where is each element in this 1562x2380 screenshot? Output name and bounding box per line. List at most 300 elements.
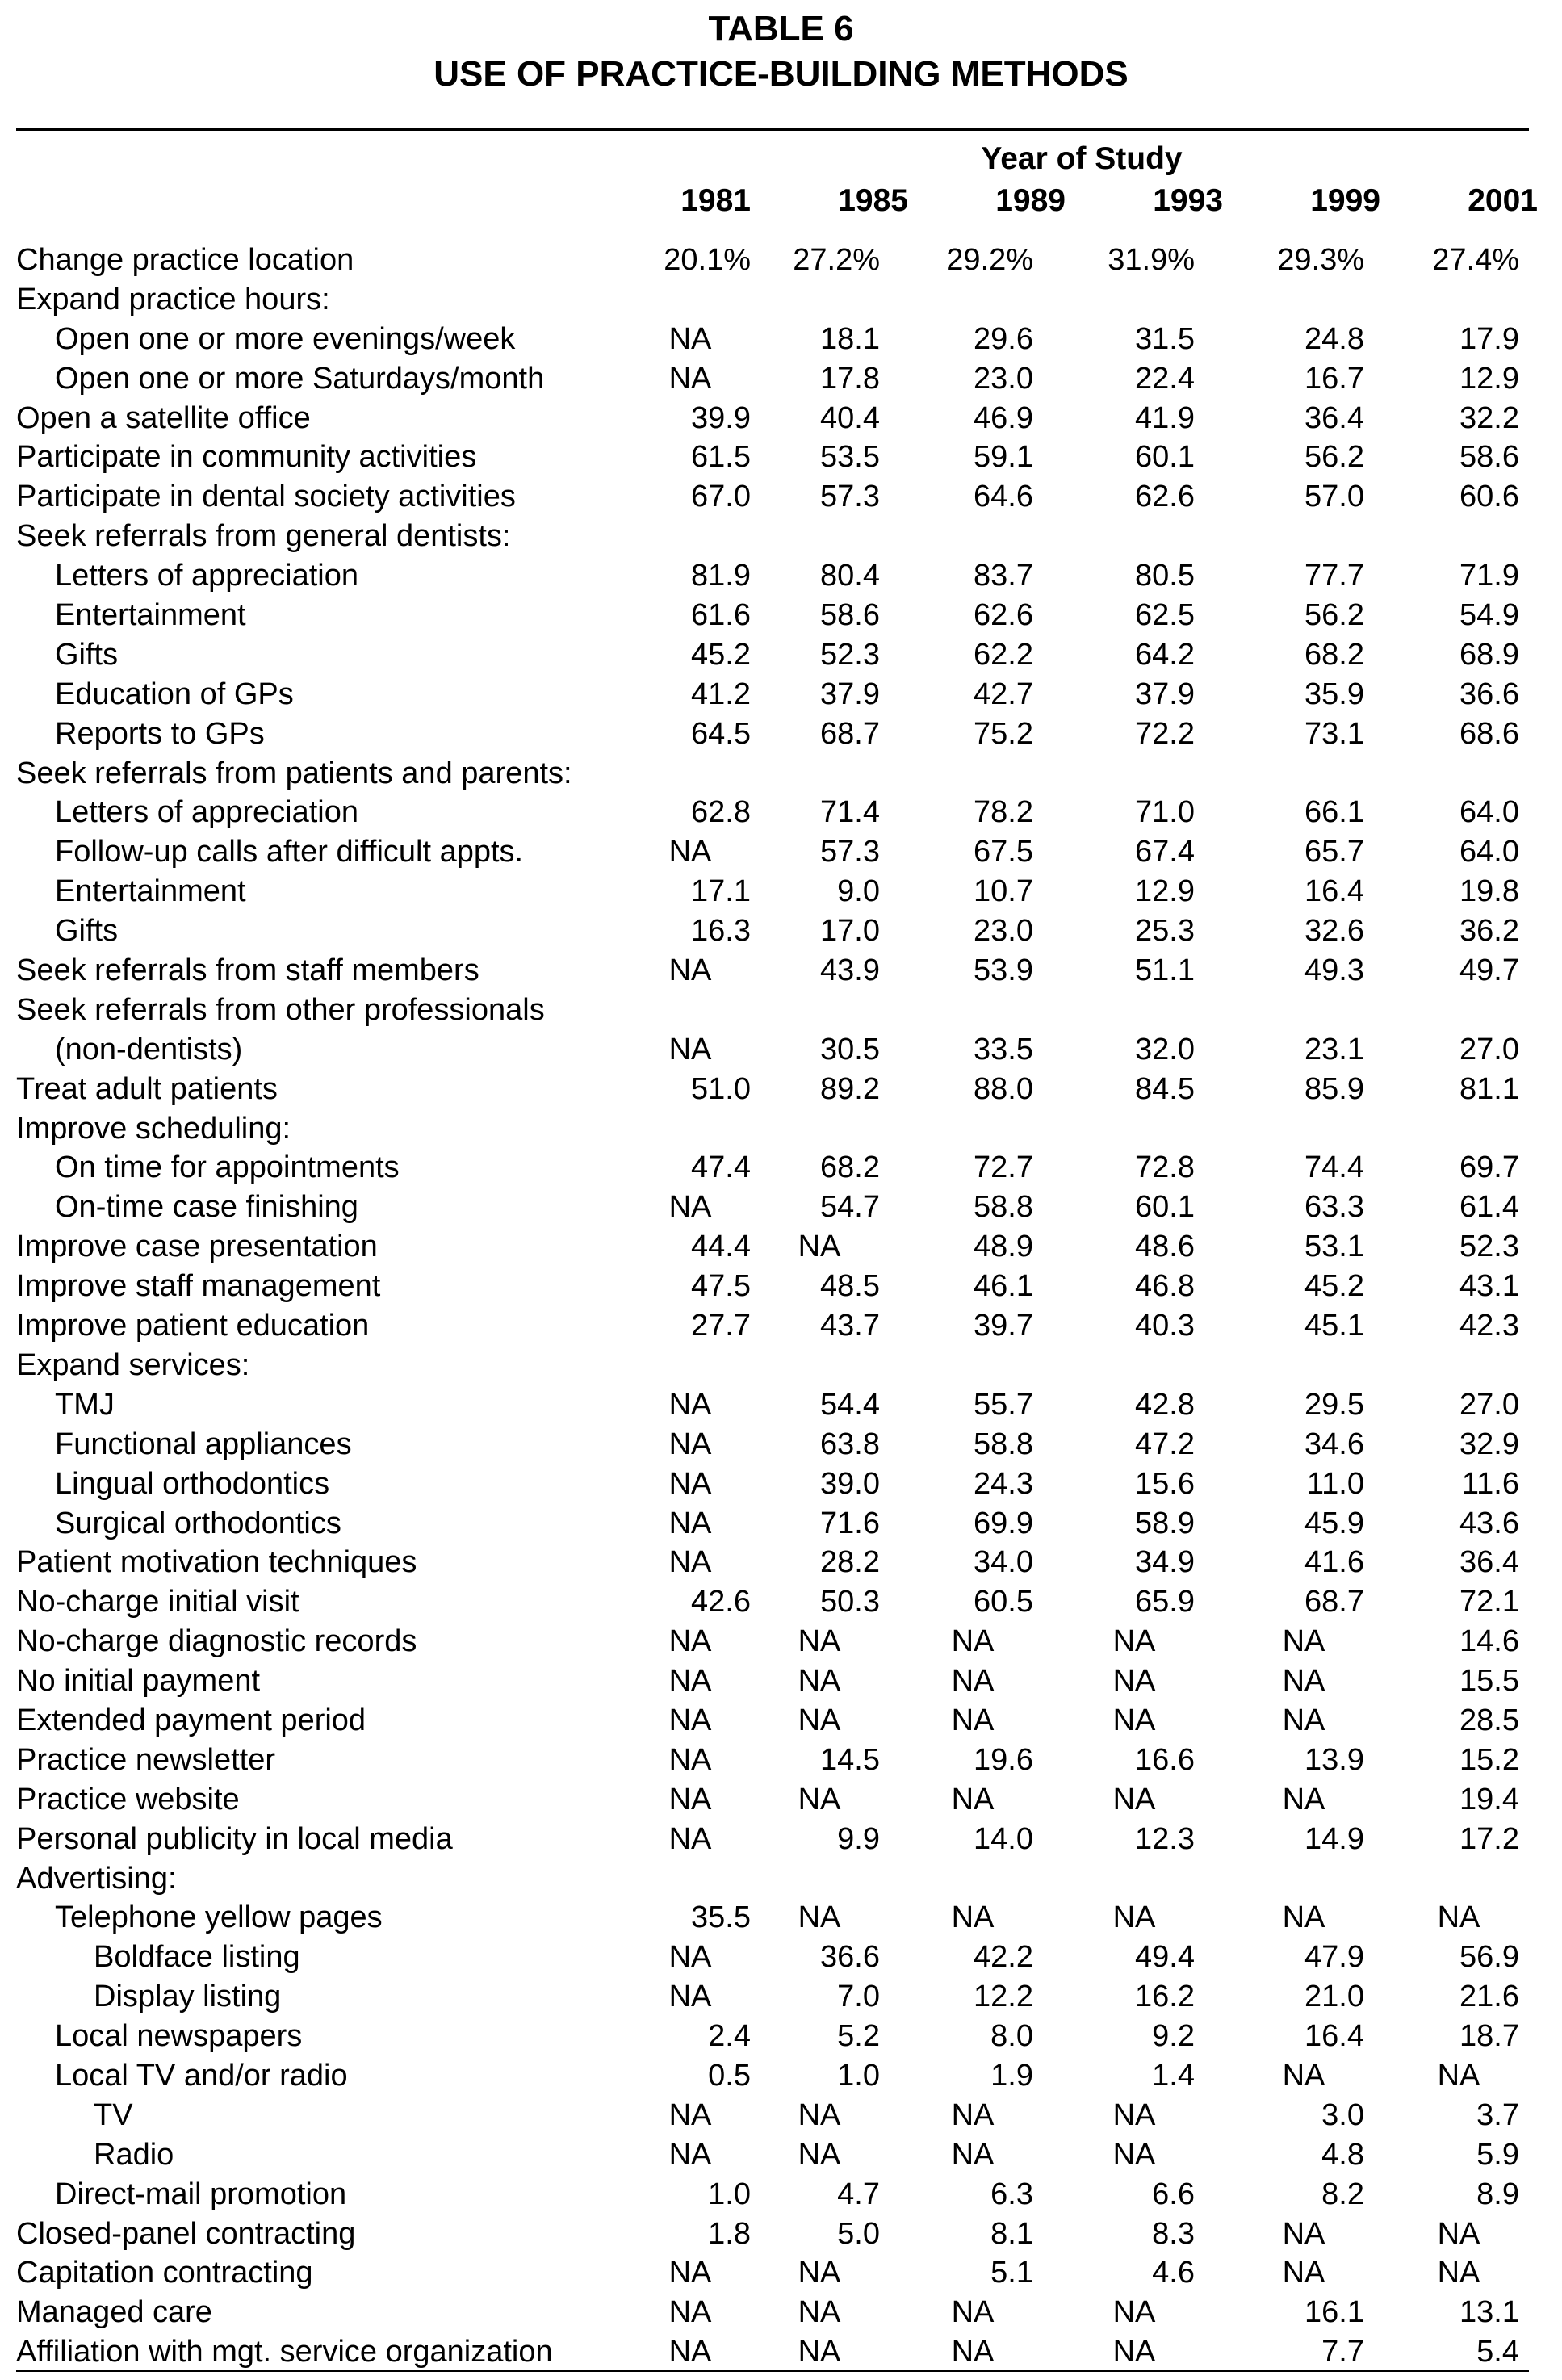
cell-1999: 16.4 <box>1304 2019 1364 2054</box>
row-label: (non-dentists) <box>55 1032 243 1066</box>
cell-1985: 89.2 <box>820 1071 880 1106</box>
cell-1999: NA <box>1282 1664 1325 1699</box>
row-label: Improve case presentation <box>16 1230 378 1264</box>
cell-1993: 49.4 <box>1135 1940 1195 1975</box>
cell-1993: 67.4 <box>1135 835 1195 869</box>
cell-1985: 40.4 <box>820 400 880 435</box>
table-row <box>0 1030 1562 1070</box>
cell-2001: 17.9 <box>1459 321 1519 356</box>
cell-1989: 6.3 <box>990 2177 1033 2211</box>
table-row <box>0 2214 1562 2254</box>
cell-1985: 18.1 <box>820 321 880 356</box>
cell-1981: NA <box>668 1703 712 1737</box>
cell-1993: NA <box>1112 2097 1156 2132</box>
cell-1999: 21.0 <box>1304 1980 1364 2014</box>
table-row <box>0 1820 1562 1859</box>
cell-1985: NA <box>798 2097 841 2132</box>
cell-1989: 48.9 <box>974 1230 1033 1264</box>
row-label: Letters of appreciation <box>55 795 359 830</box>
cell-1999: 16.4 <box>1304 874 1364 909</box>
table-row <box>0 1780 1562 1820</box>
cell-2001: 71.9 <box>1459 559 1519 593</box>
cell-1981: 1.0 <box>708 2177 751 2211</box>
cell-1993: 60.1 <box>1135 440 1195 475</box>
row-label: Open one or more evenings/week <box>55 321 516 356</box>
cell-1981: NA <box>668 1782 712 1816</box>
row-label: TV <box>94 2097 133 2132</box>
cell-1993: 6.6 <box>1152 2177 1195 2211</box>
row-label: Practice newsletter <box>16 1742 276 1777</box>
table-row <box>0 1898 1562 1938</box>
year-header-1993: 1993 <box>1153 183 1223 218</box>
cell-1981: 67.0 <box>691 480 751 514</box>
cell-1999: NA <box>1282 2058 1325 2093</box>
cell-2001: 11.6 <box>1461 1466 1519 1501</box>
cell-1989: 42.7 <box>974 677 1033 711</box>
cell-2001: 32.9 <box>1459 1427 1519 1461</box>
cell-1981: 16.3 <box>691 914 751 949</box>
cell-1981: 81.9 <box>691 559 751 593</box>
year-header-2001: 2001 <box>1468 183 1538 218</box>
cell-1981: NA <box>668 1032 712 1066</box>
cell-1993: 46.8 <box>1135 1269 1195 1304</box>
row-label: Reports to GPs <box>55 716 265 751</box>
cell-1985: NA <box>798 1900 841 1935</box>
row-label: Open one or more Saturdays/month <box>55 361 545 396</box>
cell-2001: 68.9 <box>1459 637 1519 672</box>
cell-1981: 27.7 <box>691 1309 751 1343</box>
cell-2001: NA <box>1437 2256 1480 2290</box>
cell-1981: NA <box>668 321 712 356</box>
row-label: Local TV and/or radio <box>55 2058 348 2093</box>
year-header-1989: 1989 <box>995 183 1066 218</box>
cell-1999: 56.2 <box>1304 598 1364 633</box>
cell-1981: 35.5 <box>691 1900 751 1935</box>
cell-2001: NA <box>1437 1900 1480 1935</box>
cell-1993: 31.9% <box>1108 243 1195 277</box>
cell-1989: 42.2 <box>974 1940 1033 1975</box>
row-label: Change practice location <box>16 243 354 277</box>
table-row <box>0 1543 1562 1582</box>
table-row <box>0 1938 1562 1977</box>
cell-1985: 48.5 <box>820 1269 880 1304</box>
cell-1981: 41.2 <box>691 677 751 711</box>
cell-1989: NA <box>951 1900 995 1935</box>
cell-1993: 71.0 <box>1135 795 1195 830</box>
cell-1989: 53.9 <box>974 953 1033 988</box>
cell-1985: NA <box>798 1664 841 1699</box>
row-label: Participate in community activities <box>16 440 477 475</box>
cell-2001: 21.6 <box>1459 1980 1519 2014</box>
cell-1993: 37.9 <box>1135 677 1195 711</box>
cell-1993: 16.6 <box>1135 1742 1195 1777</box>
row-label: Seek referrals from other professionals <box>16 992 545 1027</box>
cell-2001: 68.6 <box>1459 716 1519 751</box>
cell-1989: 23.0 <box>974 914 1033 949</box>
row-label: Closed-panel contracting <box>16 2216 356 2251</box>
cell-1989: 67.5 <box>974 835 1033 869</box>
cell-1985: 30.5 <box>820 1032 880 1066</box>
table-row <box>0 793 1562 832</box>
cell-1981: 61.5 <box>691 440 751 475</box>
cell-1989: 34.0 <box>974 1545 1033 1580</box>
cell-2001: 54.9 <box>1459 598 1519 633</box>
cell-1981: NA <box>668 953 712 988</box>
cell-2001: 52.3 <box>1459 1230 1519 1264</box>
cell-2001: 14.6 <box>1459 1624 1519 1659</box>
cell-1985: 58.6 <box>820 598 880 633</box>
cell-1999: 32.6 <box>1304 914 1364 949</box>
row-label: Telephone yellow pages <box>55 1900 383 1935</box>
cell-1989: 19.6 <box>974 1742 1033 1777</box>
cell-1989: 10.7 <box>974 874 1033 909</box>
cell-1989: NA <box>951 2137 995 2172</box>
table-row <box>0 2096 1562 2135</box>
row-label: Boldface listing <box>94 1940 300 1975</box>
cell-1981: 44.4 <box>691 1230 751 1264</box>
cell-1985: 5.2 <box>837 2019 880 2054</box>
table-row <box>0 832 1562 872</box>
cell-1981: 42.6 <box>691 1585 751 1619</box>
cell-1993: NA <box>1112 2137 1156 2172</box>
cell-1999: 36.4 <box>1304 400 1364 435</box>
row-label: Functional appliances <box>55 1427 352 1461</box>
cell-2001: 72.1 <box>1459 1585 1519 1619</box>
cell-1993: NA <box>1112 1782 1156 1816</box>
cell-2001: 43.6 <box>1459 1506 1519 1540</box>
cell-1989: NA <box>951 1664 995 1699</box>
cell-1989: 55.7 <box>974 1387 1033 1422</box>
row-label: On-time case finishing <box>55 1190 358 1225</box>
cell-2001: 19.4 <box>1459 1782 1519 1816</box>
cell-1985: 14.5 <box>820 1742 880 1777</box>
cell-1993: 31.5 <box>1135 321 1195 356</box>
cell-1993: NA <box>1112 1664 1156 1699</box>
cell-2001: 43.1 <box>1459 1269 1519 1304</box>
cell-1985: 7.0 <box>837 1980 880 2014</box>
cell-1985: 4.7 <box>837 2177 880 2211</box>
cell-2001: 64.0 <box>1459 835 1519 869</box>
cell-1993: 15.6 <box>1135 1466 1195 1501</box>
cell-2001: 58.6 <box>1459 440 1519 475</box>
cell-2001: 3.7 <box>1476 2097 1519 2132</box>
cell-1993: 51.1 <box>1135 953 1195 988</box>
table-row <box>0 399 1562 438</box>
table-row <box>0 517 1562 556</box>
cell-2001: 27.0 <box>1459 1387 1519 1422</box>
cell-1993: 62.6 <box>1135 480 1195 514</box>
table-row <box>0 1109 1562 1149</box>
cell-1981: NA <box>668 1506 712 1540</box>
cell-1985: 9.0 <box>837 874 880 909</box>
cell-1999: 45.9 <box>1304 1506 1364 1540</box>
cell-2001: 13.1 <box>1459 2295 1519 2330</box>
cell-1999: 16.7 <box>1304 361 1364 396</box>
row-label: Personal publicity in local media <box>16 1821 453 1856</box>
cell-1985: 68.7 <box>820 716 880 751</box>
cell-1999: 14.9 <box>1304 1821 1364 1856</box>
cell-2001: 15.2 <box>1459 1742 1519 1777</box>
cell-1981: NA <box>668 1980 712 2014</box>
cell-1989: 23.0 <box>974 361 1033 396</box>
cell-1985: 52.3 <box>820 637 880 672</box>
cell-1999: 77.7 <box>1304 559 1364 593</box>
bottom-rule <box>16 2370 1529 2372</box>
cell-2001: 56.9 <box>1459 1940 1519 1975</box>
cell-1999: 41.6 <box>1304 1545 1364 1580</box>
table-row <box>0 675 1562 714</box>
cell-1999: 3.0 <box>1321 2097 1364 2132</box>
row-label: Surgical orthodontics <box>55 1506 341 1540</box>
cell-1989: 88.0 <box>974 1071 1033 1106</box>
cell-1989: 29.2% <box>946 243 1033 277</box>
cell-1985: NA <box>798 1782 841 1816</box>
cell-1981: NA <box>668 1387 712 1422</box>
cell-1999: 57.0 <box>1304 480 1364 514</box>
cell-1989: NA <box>951 1703 995 1737</box>
cell-1999: NA <box>1282 1703 1325 1737</box>
cell-1985: NA <box>798 2256 841 2290</box>
table-row <box>0 2175 1562 2214</box>
row-label: Letters of appreciation <box>55 559 359 593</box>
table-row <box>0 1622 1562 1661</box>
table-row <box>0 596 1562 635</box>
cell-1993: 62.5 <box>1135 598 1195 633</box>
row-label: Expand services: <box>16 1347 250 1382</box>
row-label: Treat adult patients <box>16 1071 278 1106</box>
cell-1989: 83.7 <box>974 559 1033 593</box>
cell-1981: NA <box>668 1742 712 1777</box>
table-row <box>0 1346 1562 1385</box>
cell-1993: 64.2 <box>1135 637 1195 672</box>
cell-1985: 57.3 <box>820 480 880 514</box>
cell-1993: 80.5 <box>1135 559 1195 593</box>
table-row <box>0 1385 1562 1425</box>
row-label: Entertainment <box>55 874 246 909</box>
cell-1985: 1.0 <box>837 2058 880 2093</box>
cell-1981: NA <box>668 1190 712 1225</box>
cell-1981: NA <box>668 835 712 869</box>
cell-2001: 36.2 <box>1459 914 1519 949</box>
cell-1999: 53.1 <box>1304 1230 1364 1264</box>
cell-1981: NA <box>668 2137 712 2172</box>
row-label: Improve scheduling: <box>16 1111 291 1146</box>
cell-1985: 57.3 <box>820 835 880 869</box>
cell-1981: 0.5 <box>708 2058 751 2093</box>
cell-1993: 65.9 <box>1135 1585 1195 1619</box>
cell-1985: 17.0 <box>820 914 880 949</box>
table-row <box>0 1661 1562 1701</box>
cell-2001: NA <box>1437 2058 1480 2093</box>
cell-1999: 29.3% <box>1277 243 1364 277</box>
cell-1985: 17.8 <box>820 361 880 396</box>
cell-1999: NA <box>1282 1782 1325 1816</box>
cell-1985: NA <box>798 1230 841 1264</box>
cell-1981: 2.4 <box>708 2019 751 2054</box>
cell-1993: 84.5 <box>1135 1071 1195 1106</box>
cell-1999: 23.1 <box>1304 1032 1364 1066</box>
table-row <box>0 872 1562 911</box>
row-label: No-charge initial visit <box>16 1585 299 1619</box>
cell-1999: 63.3 <box>1304 1190 1364 1225</box>
table-row <box>0 438 1562 477</box>
row-label: Seek referrals from general dentists: <box>16 519 511 554</box>
table-row <box>0 477 1562 517</box>
table-row <box>0 1701 1562 1741</box>
cell-1985: 27.2% <box>793 243 880 277</box>
cell-1981: 51.0 <box>691 1071 751 1106</box>
table-row <box>0 1425 1562 1464</box>
cell-1989: NA <box>951 1782 995 1816</box>
cell-1999: NA <box>1282 2256 1325 2290</box>
cell-1999: 45.1 <box>1304 1309 1364 1343</box>
table-row <box>0 2135 1562 2175</box>
cell-1999: 47.9 <box>1304 1940 1364 1975</box>
row-label: Follow-up calls after difficult appts. <box>55 835 524 869</box>
cell-1999: 65.7 <box>1304 835 1364 869</box>
cell-1993: 9.2 <box>1152 2019 1195 2054</box>
cell-1993: 58.9 <box>1135 1506 1195 1540</box>
table-row <box>0 1504 1562 1544</box>
cell-1989: 58.8 <box>974 1427 1033 1461</box>
table-row <box>0 1582 1562 1622</box>
cell-1999: 74.4 <box>1304 1150 1364 1185</box>
cell-2001: 61.4 <box>1459 1190 1519 1225</box>
cell-1999: 16.1 <box>1304 2295 1364 2330</box>
cell-1981: 61.6 <box>691 598 751 633</box>
cell-1993: 32.0 <box>1135 1032 1195 1066</box>
cell-1999: 45.2 <box>1304 1269 1364 1304</box>
cell-1981: NA <box>668 1664 712 1699</box>
cell-1989: 46.1 <box>974 1269 1033 1304</box>
cell-1989: NA <box>951 2295 995 2330</box>
cell-1985: NA <box>798 2295 841 2330</box>
row-label: Lingual orthodontics <box>55 1466 330 1501</box>
cell-1985: 43.9 <box>820 953 880 988</box>
cell-1985: 39.0 <box>820 1466 880 1501</box>
cell-2001: 28.5 <box>1459 1703 1519 1737</box>
cell-1993: 72.2 <box>1135 716 1195 751</box>
cell-1985: 28.2 <box>820 1545 880 1580</box>
row-label: Entertainment <box>55 598 246 633</box>
cell-1999: 13.9 <box>1304 1742 1364 1777</box>
cell-1989: NA <box>951 2097 995 2132</box>
table-row <box>0 714 1562 754</box>
cell-1999: 34.6 <box>1304 1427 1364 1461</box>
cell-1993: 41.9 <box>1135 400 1195 435</box>
cell-1985: 53.5 <box>820 440 880 475</box>
cell-1999: 68.7 <box>1304 1585 1364 1619</box>
cell-1999: 8.2 <box>1321 2177 1364 2211</box>
cell-2001: NA <box>1437 2216 1480 2251</box>
cell-1993: 47.2 <box>1135 1427 1195 1461</box>
cell-1985: 37.9 <box>820 677 880 711</box>
cell-1999: 29.5 <box>1304 1387 1364 1422</box>
table-row <box>0 1188 1562 1227</box>
cell-2001: 60.6 <box>1459 480 1519 514</box>
cell-1989: 8.1 <box>990 2216 1033 2251</box>
cell-1989: 62.2 <box>974 637 1033 672</box>
cell-1985: 80.4 <box>820 559 880 593</box>
table-title: TABLE 6 <box>708 9 854 48</box>
cell-1993: NA <box>1112 2335 1156 2370</box>
cell-2001: 12.9 <box>1459 361 1519 396</box>
row-label: Participate in dental society activities <box>16 480 516 514</box>
cell-1993: NA <box>1112 1900 1156 1935</box>
table-row <box>0 1859 1562 1899</box>
row-label: Education of GPs <box>55 677 294 711</box>
cell-2001: 17.2 <box>1459 1821 1519 1856</box>
cell-1981: NA <box>668 1466 712 1501</box>
cell-1981: NA <box>668 2097 712 2132</box>
cell-1985: 54.7 <box>820 1190 880 1225</box>
table-row <box>0 1306 1562 1346</box>
cell-1989: 33.5 <box>974 1032 1033 1066</box>
row-label: On time for appointments <box>55 1150 400 1185</box>
row-label: Radio <box>94 2137 174 2172</box>
table-row <box>0 754 1562 794</box>
table-row <box>0 1267 1562 1306</box>
year-header-1985: 1985 <box>838 183 908 218</box>
cell-1981: NA <box>668 2335 712 2370</box>
cell-2001: 27.0 <box>1459 1032 1519 1066</box>
cell-1989: 72.7 <box>974 1150 1033 1185</box>
cell-1999: 66.1 <box>1304 795 1364 830</box>
row-label: Seek referrals from patients and parents: <box>16 756 572 790</box>
cell-1993: 8.3 <box>1152 2216 1195 2251</box>
table-row <box>0 2332 1562 2372</box>
cell-1999: 49.3 <box>1304 953 1364 988</box>
cell-1981: NA <box>668 1427 712 1461</box>
cell-1981: NA <box>668 1624 712 1659</box>
cell-1981: 62.8 <box>691 795 751 830</box>
cell-2001: 5.4 <box>1476 2335 1519 2370</box>
cell-1989: 8.0 <box>990 2019 1033 2054</box>
row-label: Display listing <box>94 1980 282 2014</box>
table-row <box>0 2293 1562 2332</box>
cell-2001: 42.3 <box>1459 1309 1519 1343</box>
cell-1993: 34.9 <box>1135 1545 1195 1580</box>
cell-1989: NA <box>951 2335 995 2370</box>
cell-1985: 36.6 <box>820 1940 880 1975</box>
cell-1989: 78.2 <box>974 795 1033 830</box>
cell-1985: 71.6 <box>820 1506 880 1540</box>
row-label: Seek referrals from staff members <box>16 953 479 988</box>
cell-1993: 42.8 <box>1135 1387 1195 1422</box>
cell-2001: 64.0 <box>1459 795 1519 830</box>
cell-1999: 11.0 <box>1306 1466 1364 1501</box>
cell-2001: 15.5 <box>1459 1664 1519 1699</box>
cell-1993: 1.4 <box>1152 2058 1195 2093</box>
table-row <box>0 911 1562 951</box>
cell-1993: 40.3 <box>1135 1309 1195 1343</box>
table-row <box>0 320 1562 359</box>
row-label: Affiliation with mgt. service organization <box>16 2335 553 2370</box>
cell-1981: 47.5 <box>691 1269 751 1304</box>
cell-1985: NA <box>798 1703 841 1737</box>
cell-1993: 12.3 <box>1135 1821 1195 1856</box>
cell-1989: 12.2 <box>974 1980 1033 2014</box>
row-label: Improve patient education <box>16 1309 370 1343</box>
cell-1985: 50.3 <box>820 1585 880 1619</box>
row-label: Advertising: <box>16 1861 177 1896</box>
cell-1989: 59.1 <box>974 440 1033 475</box>
table-body <box>0 241 1562 2372</box>
cell-2001: 18.7 <box>1459 2019 1519 2054</box>
row-label: Extended payment period <box>16 1703 366 1737</box>
cell-2001: 36.6 <box>1459 677 1519 711</box>
row-label: Gifts <box>55 637 119 672</box>
